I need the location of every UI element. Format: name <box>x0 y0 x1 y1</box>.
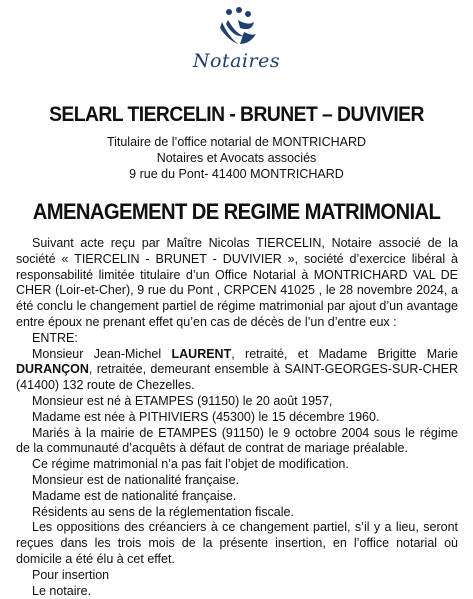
logo-wordmark: Notaires <box>192 50 281 72</box>
paragraph-entre: ENTRE: <box>32 330 78 345</box>
notice-heading: AMENAGEMENT DE REGIME MATRIMONIAL <box>32 199 441 224</box>
paragraph-husband-nationality: Monsieur est de nationalité française. <box>32 472 240 487</box>
husband-surname: LAURENT <box>171 346 232 361</box>
paragraph-residence: Résidents au sens de la réglementation fiscale. <box>32 504 294 519</box>
notaires-emblem-icon <box>214 6 260 50</box>
wife-surname: DURANÇON <box>16 362 89 377</box>
paragraph-oppositions: Les oppositions des créanciers à ce changement partiel, s’il y a lieu, seront reçues dans les trois mois de la présente insertion, en l’office notarial où domicile a été élu à cet effet. <box>16 520 458 566</box>
notice-body <box>16 236 458 599</box>
paragraph-signature: Le notaire. <box>32 583 92 598</box>
office-line-1: Titulaire de l’office notarial de MONTRICHARD <box>106 135 367 149</box>
paragraph-marriage: Mariés à la mairie de ETAMPES (91150) le 9 octobre 2004 sous le régime de la communauté d’acquêts à défaut de contrat de mariage préalable. <box>16 425 458 456</box>
paragraph-wife-nationality: Madame est de nationalité française. <box>32 488 237 503</box>
office-line-3: 9 rue du Pont- 41400 MONTRICHARD <box>129 167 344 181</box>
paragraph-husband-birth: Monsieur est né à ETAMPES (91150) le 20 août 1957, <box>32 393 333 408</box>
paragraph-wife-birth: Madame est née à PITHIVIERS (45300) le 15 décembre 1960. <box>32 409 380 424</box>
paragraph-insertion: Pour insertion <box>32 567 110 582</box>
paragraph-regime: Ce régime matrimonial n’a pas fait l’objet de modification. <box>32 457 349 472</box>
company-name: SELARL TIERCELIN - BRUNET – DUVIVIER <box>49 103 424 126</box>
paragraph-intro: Suivant acte reçu par Maître Nicolas TIERCELIN, Notaire associé de la société « TIERCELIN - BRUNET - DUVIVIER », société d’exercice libéral à responsabilité limitée titulaire d’un Office Notarial à MONTRICHARD VAL DE CHER (Loir-et-Cher), 9 rue du Pont , CRPCEN 41025 , le 28 novembre 2024, a été conclu le changement partiel de régime matrimonial par ajout d’un avantage entre époux ne prenant effet qu’en cas de décès de l’un d’entre eux : <box>16 236 458 329</box>
office-line-2: Notaires et Avocats associés <box>156 151 317 165</box>
paragraph-parties: Monsieur Jean-Michel LAURENT, retraité, et Madame Brigitte Marie DURANÇON, retraitée, demeurant ensemble à SAINT-GEORGES-SUR-CHER (41400) 132 route de Chezelles. <box>16 346 459 393</box>
